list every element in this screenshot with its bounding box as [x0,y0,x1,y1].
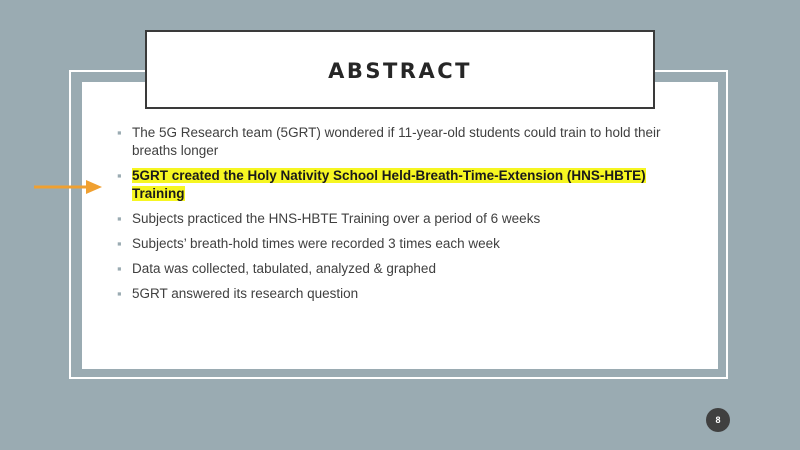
bullet-marker: ▪ [117,168,122,183]
bullet-item [117,124,677,160]
bullet-marker: ▪ [117,125,122,140]
bullet-marker: ▪ [117,261,122,276]
bullet-text: 5GRT answered its research question [132,286,359,301]
page-number-badge [706,408,730,432]
page-number: 8 [715,415,721,425]
slide-title: ABSTRACT [328,58,472,83]
title-box [145,30,655,109]
bullet-marker: ▪ [117,211,122,226]
bullet-text: Subjects practiced the HNS-HBTE Training over a period of 6 weeks [132,211,541,226]
bullet-item [117,210,677,228]
bullet-text: Data was collected, tabulated, analyzed & graphed [132,261,436,276]
bullet-item [117,235,677,253]
bullet-text: The 5G Research team (5GRT) wondered if 11-year-old students could train to hold their breaths longer [132,125,661,158]
bullet-item-highlighted [117,167,677,203]
bullet-marker: ▪ [117,236,122,251]
bullet-marker: ▪ [117,286,122,301]
bullet-text: 5GRT created the Holy Nativity School Held-Breath-Time-Extension (HNS-HBTE) Training [132,168,646,201]
bullet-item [117,260,677,278]
bullet-text: Subjects’ breath-hold times were recorded 3 times each week [132,236,500,251]
bullet-item [117,285,677,303]
bullet-list [117,124,677,310]
arrow-right-icon [34,179,104,195]
